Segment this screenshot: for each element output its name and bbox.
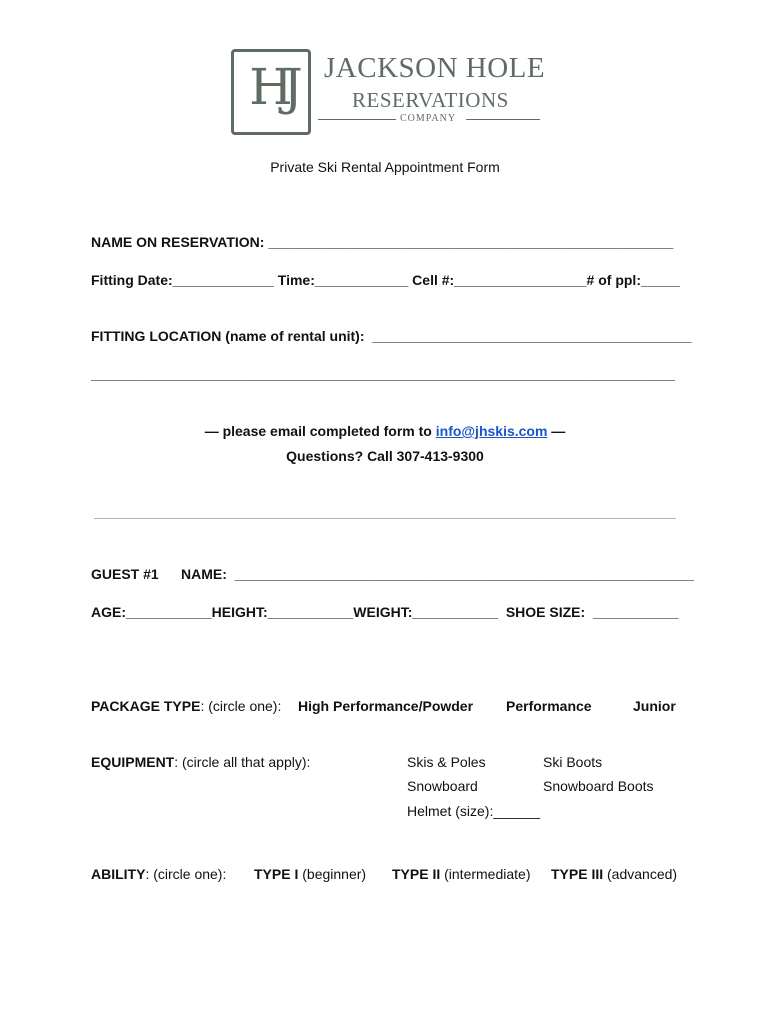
equipment-label (91, 754, 310, 770)
ability-option-type-1[interactable] (254, 866, 366, 882)
ability-desc: (beginner) (298, 866, 367, 882)
fitting-location-field[interactable]: FITTING LOCATION (name of rental unit): _________________________________________ (91, 328, 692, 344)
equipment-option-skis-poles[interactable]: Skis & Poles (407, 754, 486, 770)
name-on-reservation-field[interactable]: NAME ON RESERVATION: ____________________________________________________ (91, 234, 674, 250)
form-title: Private Ski Rental Appointment Form (270, 159, 500, 175)
ability-level: TYPE II (392, 866, 441, 882)
logo-monogram: HJ (249, 58, 293, 116)
ability-desc: (advanced) (603, 866, 678, 882)
section-divider (94, 518, 676, 519)
ability-heading: ABILITY (91, 866, 146, 882)
logo-monogram-box (231, 49, 311, 135)
ability-level: TYPE I (254, 866, 299, 882)
ability-hint: : (circle one): (145, 866, 227, 882)
guest-name-field[interactable]: NAME: ___________________________________________________________ (181, 566, 695, 582)
email-instruction (0, 423, 770, 439)
phone-line: Questions? Call 307-413-9300 (286, 448, 484, 464)
logo-rule-left (318, 119, 396, 120)
fitting-location-field-line2[interactable]: ___________________________________________________________________________ (91, 366, 675, 382)
package-option-junior[interactable]: Junior (633, 698, 676, 714)
email-suffix: — (547, 423, 566, 439)
equipment-option-snowboard[interactable]: Snowboard (407, 778, 478, 794)
email-link[interactable]: info@jhskis.com (435, 423, 548, 439)
package-type-hint: : (circle one): (200, 698, 282, 714)
equipment-option-snowboard-boots[interactable]: Snowboard Boots (543, 778, 654, 794)
logo-line1: JACKSON HOLE (324, 52, 546, 84)
guest-label: GUEST #1 (91, 566, 159, 582)
ability-option-type-3[interactable] (551, 866, 677, 882)
email-prefix: — please email completed form to (204, 423, 436, 439)
package-option-performance[interactable]: Performance (506, 698, 592, 714)
equipment-option-helmet[interactable]: Helmet (size):______ (407, 803, 541, 819)
equipment-heading: EQUIPMENT (91, 754, 175, 770)
ability-label (91, 866, 226, 882)
guest-measurements-field[interactable]: AGE:___________HEIGHT:___________WEIGHT:___________ SHOE SIZE: ___________ (91, 604, 679, 620)
company-logo (228, 46, 548, 138)
ability-desc: (intermediate) (440, 866, 531, 882)
ability-level: TYPE III (551, 866, 604, 882)
ability-option-type-2[interactable] (392, 866, 531, 882)
logo-rule-right (466, 119, 540, 120)
equipment-option-ski-boots[interactable]: Ski Boots (543, 754, 603, 770)
equipment-hint: : (circle all that apply): (174, 754, 311, 770)
fitting-details-field[interactable]: Fitting Date:_____________ Time:____________ Cell #:_________________# of ppl:_____ (91, 272, 680, 288)
logo-line3: COMPANY (400, 113, 457, 124)
package-type-label (91, 698, 281, 714)
package-option-high-performance[interactable]: High Performance/Powder (298, 698, 474, 714)
package-type-heading: PACKAGE TYPE (91, 698, 201, 714)
logo-line2: RESERVATIONS (352, 88, 509, 112)
